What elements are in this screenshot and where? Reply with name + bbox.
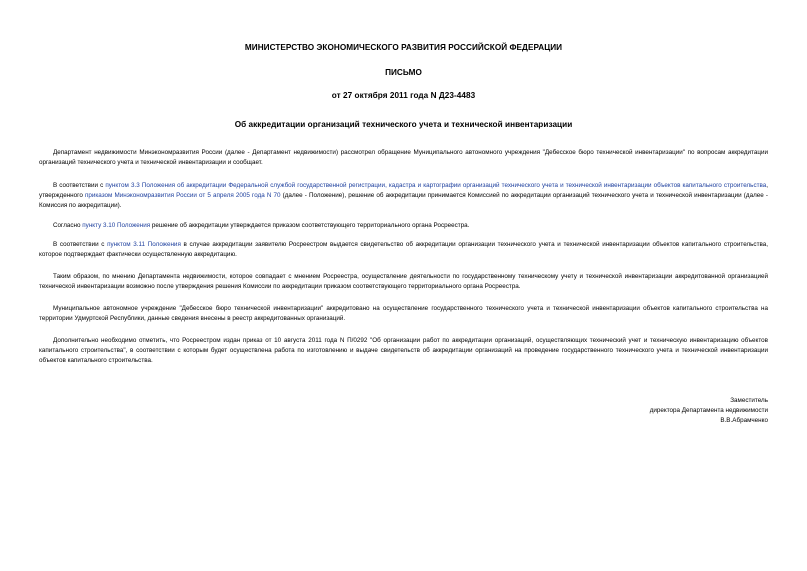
paragraph-2-text-middle: , утвержденного [39,182,768,200]
paragraph-3-text-after: решение об аккредитации утверждается приказом соответствующего территориального органа Росреестра. [150,222,470,229]
document-type: ПИСЬМО [385,68,422,77]
paragraph-2-text-after: (далее - Положение), решение об аккредитации принимается Комиссией по аккредитации организаций технического учета и технической инвентаризации (далее - Комиссия по аккредитации). [39,192,768,210]
paragraph-6-text: Муниципальное автономное учреждение "Дебесское бюро технической инвентаризации" аккредитовано на осуществление государственного технического учета и технической инвентаризации объектов капитального строительства на территории Удмуртской Республики, данные сведения внесены в реестр аккредитованных организаций. [39,305,768,323]
paragraph-3 [39,221,768,231]
paragraph-7 [39,336,768,367]
signature-block [650,396,768,427]
signature-position-line-1: Заместитель [730,397,768,404]
link-punkt-3-10[interactable]: пункту 3.10 Положения [82,222,151,229]
paragraph-7-text: Дополнительно необходимо отметить, что Росреестром издан приказ от 10 августа 2011 года N П/0292 "Об организации работ по аккредитации организаций, осуществляющих технический учет и техническую инвентаризацию объектов капитального строительства", в соответствии с которым будет осуществлена работа по изготовлению и выдаче свидетельств об аккредитации организаций на проведение государственного технического учета и технической инвентаризации объектов капитального строительства. [39,337,768,365]
link-punkt-3-11[interactable]: пунктом 3.11 Положения [107,241,181,248]
paragraph-3-text-before: Согласно [53,222,83,229]
document-date-number: от 27 октября 2011 года N Д23-4483 [331,91,476,100]
paragraph-1-text: Департамент недвижимости Минэкономразвития России (далее - Департамент недвижимости) рассмотрел обращение Муниципального автономного учреждения "Дебесское бюро технической инвентаризации" по вопросам аккредитации организаций технического учета и технической инвентаризации и сообщает. [39,149,768,167]
paragraph-5-text: Таким образом, по мнению Департамента недвижимости, которое совпадает с мнением Росреестра, осуществление деятельности по государственному техническому учету и технической инвентаризации аккредитованной организацией технической инвентаризации возможно после утверждения решения Комиссии по аккредитации приказом соответствующего территориального органа Росреестра. [39,273,768,291]
link-punkt-3-3[interactable]: пунктом 3.3 Положения об аккредитации Федеральной службой государственной регистрации, кадастра и картографии организаций технического учета и технической инвентаризации объектов капитального строительства [105,182,767,189]
document-subject: Об аккредитации организаций технического учета и технической инвентаризации [234,120,573,129]
paragraph-1 [39,148,768,168]
paragraph-2 [39,181,768,212]
ministry-title: МИНИСТЕРСТВО ЭКОНОМИЧЕСКОГО РАЗВИТИЯ РОССИЙСКОЙ ФЕДЕРАЦИИ [244,43,563,52]
signature-name: В.В.Абрамченко [720,417,768,425]
paragraph-4-text-after: в случае аккредитации заявителю Росреестром выдается свидетельство об аккредитации организации технического учета и технической инвентаризации объектов капитального строительства, которое подтверждает фактически осуществленную аккредитацию. [39,241,768,259]
paragraph-4 [39,240,768,260]
paragraph-2-text-before: В соответствии с [53,182,106,189]
paragraph-5 [39,272,768,292]
paragraph-4-text-before: В соответствии с [53,241,108,248]
paragraph-6 [39,304,768,324]
signature-position-line-2: директора Департамента недвижимости [649,407,768,415]
link-order-70[interactable]: приказом Минэкономразвития России от 5 апреля 2005 года N 70 [84,192,281,200]
